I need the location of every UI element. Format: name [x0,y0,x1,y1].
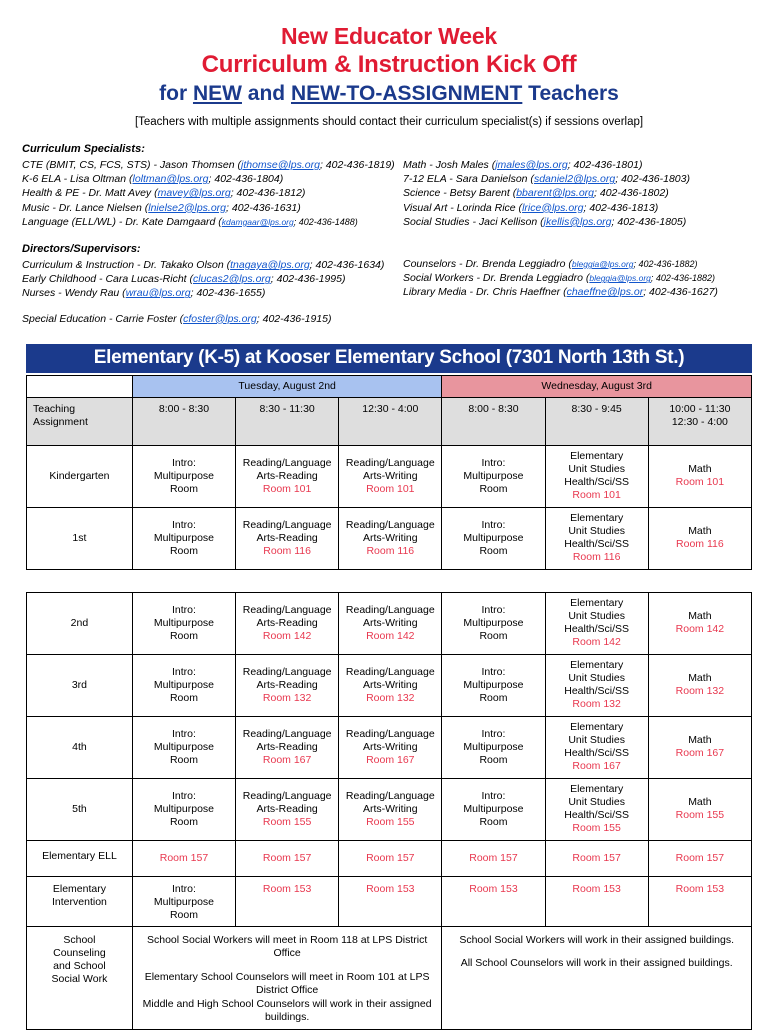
counseling-label: School Counseling and School Social Work [27,926,133,1029]
contact-role: Visual Art - Lorinda Rice ( [403,201,523,214]
contact-role: Math - Josh Males ( [403,159,496,171]
line-spacer [22,301,391,312]
email-link[interactable]: lrice@lps.org [522,201,584,214]
contact-phone: ; 402-436-1915) [256,312,332,325]
teaching-assignment-label: Teaching Assignment [27,397,133,445]
day-header-tuesday: Tuesday, August 2nd [132,375,442,397]
cell-text: Intro: Multipurpose Room [153,456,215,495]
table-row [27,876,752,926]
table-row [27,445,752,507]
contact-phone: ; 402-436-1812) [230,187,306,200]
title-line-2: Curriculum & Instruction Kick Off [201,51,577,78]
schedule-cell [339,592,442,654]
room-number: Room 101 [262,482,312,495]
align-spacer [403,242,760,257]
room-number: Room 132 [366,691,415,704]
contact-line [403,285,760,299]
contact-role: Early Childhood - Cara Lucas-Richt ( [22,273,193,286]
email-link[interactable]: jthomse@lps.org [241,159,320,171]
section-banner-wrap [0,344,778,373]
email-link[interactable]: jkellis@lps.org [543,215,612,228]
cell-text: Intro: Multipurpose Room [153,518,215,557]
cell-text: Intro: Multipurpose Room [153,789,215,828]
email-link[interactable]: cfoster@lps.org [183,312,257,325]
room-number: Room 157 [262,851,312,864]
schedule-cell [442,592,545,654]
schedule-cell [442,778,545,840]
room-number: Room 157 [675,851,725,864]
grade-label: 2nd [27,592,133,654]
cell-text: Math [688,610,712,623]
room-number: Room 132 [675,685,725,698]
contact-line [22,258,391,272]
title-post: Teachers [522,82,619,105]
title-mid: and [241,82,291,105]
room-number: Room 116 [572,551,621,564]
contact-phone: ; 402-436-1882) [650,273,715,284]
table-gap [0,570,778,592]
cell-text: Reading/Language Arts-Reading [242,727,332,753]
email-link[interactable]: tnagaya@lps.org [230,259,310,272]
room-number: Room 167 [366,753,415,766]
cell-text: Intro: Multipurpose Room [463,456,524,495]
room-number: Room 142 [572,636,621,649]
contact-role: K-6 ELA - Lisa Oltman ( [22,173,133,186]
schedule-cell [236,654,339,716]
cell-text: Reading/Language Arts-Writing [345,789,435,815]
schedule-cell [132,654,235,716]
cell-text: Math [688,796,712,809]
cell-text: Reading/Language Arts-Writing [345,727,435,753]
cell-text: Reading/Language Arts-Reading [242,789,332,815]
contact-line [22,186,391,200]
schedule-cell [236,592,339,654]
contact-line [403,186,760,200]
contact-role: Music - Dr. Lance Nielsen ( [22,201,149,214]
schedule-cell [545,876,648,926]
cell-text: Elementary Unit Studies Health/Sci/SS [564,783,630,822]
contact-line [22,158,395,172]
contact-role: Language (ELL/WL) - Dr. Kate Damgaard ( [22,215,222,228]
schedule-cell [132,778,235,840]
section-banner: Elementary (K-5) at Kooser Elementary School (7301 North 13th St.) [26,344,752,373]
room-number: Room 157 [469,851,518,864]
schedule-cell [339,840,442,876]
contacts-column-right [391,142,760,326]
schedule-cell [648,716,751,778]
table-row [27,654,752,716]
cell-text: Reading/Language Arts-Reading [242,665,332,691]
title-pre: for [159,82,193,105]
cell-text: Elementary Unit Studies Health/Sci/SS [564,512,630,551]
room-number: Room 167 [572,760,621,773]
table-row [27,926,752,1029]
contact-role: Nurses - Wendy Rau ( [22,287,126,300]
title-line-1: New Educator Week [280,23,498,49]
schedule-table-secondary [26,592,752,1030]
schedule-cell [442,716,545,778]
table-row [27,507,752,569]
contact-role: Curriculum & Instruction - Dr. Takako Olson ( [22,259,231,272]
schedule-cell [648,654,751,716]
contact-role: Special Education - Carrie Foster ( [22,312,184,325]
contact-role: 7-12 ELA - Sara Danielson ( [403,173,534,186]
contact-line [22,172,391,186]
room-number: Room 142 [366,629,415,642]
contact-line [22,272,391,286]
contact-phone: ; 402-436-1804) [208,173,284,186]
schedule-cell [236,507,339,569]
contact-line [22,312,391,326]
contact-role: Social Studies - Jaci Kellison ( [403,215,544,228]
schedule-table-primary [26,375,752,570]
schedule-cell [648,592,751,654]
table-row [27,778,752,840]
contact-role: Health & PE - Dr. Matt Avey ( [22,187,158,200]
cell-text: Math [688,672,712,685]
table-row [27,592,752,654]
cell-text: Intro: Multipurpose Room [153,603,215,642]
page-subtitle: [Teachers with multiple assignments should contact their curriculum specialist(s) if sessions overlap] [134,116,644,128]
schedule-cell [442,445,545,507]
room-number: Room 153 [572,882,621,895]
counseling-day1-cell [132,926,442,1029]
room-number: Room 153 [675,882,725,895]
schedule-cell [442,840,545,876]
contact-phone: ; 402-436-1813) [583,201,659,214]
counseling-day2-cell [442,926,752,1029]
contact-phone: ; 402-436-1805) [611,215,687,228]
schedule-cell [545,445,648,507]
time-slot: 8:30 - 9:45 [545,397,648,445]
cell-text: Intro: Multipurpose Room [153,882,215,921]
schedule-cell [545,507,648,569]
curriculum-specialists-heading: Curriculum Specialists: [22,143,145,155]
contact-phone: ; 402-436-1882) [633,259,698,270]
schedule-cell [132,876,235,926]
schedule-cell [648,778,751,840]
contact-role: Science - Betsy Barent ( [403,187,517,200]
align-spacer [403,142,760,158]
cell-text: Intro: Multipurpose Room [463,727,524,766]
schedule-cell [236,876,339,926]
contact-line [403,271,760,285]
directors-supervisors-heading: Directors/Supervisors: [22,243,141,256]
contact-phone: ; 402-436-1995) [270,273,346,286]
cell-text: Reading/Language Arts-Reading [242,456,332,482]
grade-label: Kindergarten [27,445,133,507]
email-link[interactable]: bleggia@lps.org [571,259,634,270]
room-number: Room 101 [366,482,415,495]
cell-text: Reading/Language Arts-Reading [242,518,332,544]
contact-phone: ; 402-436-1803) [615,173,690,186]
schedule-cell [648,840,751,876]
cell-text: Reading/Language Arts-Writing [345,603,435,629]
room-number: Room 153 [262,882,312,895]
table-header-days [27,375,752,397]
section-spacer [22,229,391,242]
email-link[interactable]: chaeffne@lps.or [566,286,644,299]
cell-text: Elementary Unit Studies Health/Sci/SS [564,721,630,760]
schedule-cell [442,876,545,926]
schedule-cell [132,716,235,778]
grade-label: 1st [27,507,133,569]
contact-phone: ; 402-436-1488) [293,216,358,227]
room-number: Room 157 [159,851,209,864]
contact-line [403,215,760,229]
time-line-1: 10:00 - 11:30 [669,402,731,415]
cell-text: Intro: Multipurpose Room [463,518,524,557]
email-link[interactable]: jmales@lps.org [495,159,568,171]
room-number: Room 155 [572,822,621,835]
schedule-cell [648,507,751,569]
title-underline-new-to-assignment: NEW-TO-ASSIGNMENT [290,82,523,105]
schedule-cell [236,840,339,876]
cell-text: Reading/Language Arts-Reading [242,603,332,629]
schedule-cell [339,716,442,778]
cell-text: Intro: Multipurpose Room [463,603,524,642]
contact-role: Library Media - Dr. Chris Haeffner ( [403,286,567,299]
schedule-cell [442,654,545,716]
table-header-times [27,397,752,445]
cell-text: Elementary Unit Studies Health/Sci/SS [564,659,630,698]
contact-line [403,201,760,215]
room-number: Room 101 [675,476,725,489]
room-number: Room 155 [675,809,725,822]
section-spacer [403,229,760,242]
schedule-table-2-body [27,592,752,1029]
grade-label: Elementary ELL [27,840,133,876]
cell-text: Elementary Unit Studies Health/Sci/SS [564,450,630,489]
room-number: Room 116 [676,538,724,551]
room-number: Room 132 [572,698,621,711]
room-number: Room 132 [262,691,312,704]
contact-line [403,158,760,172]
counseling-paragraph: School Social Workers will meet in Room 118 at LPS District Office [146,933,428,960]
contact-phone: ; 402-436-1627) [643,286,718,299]
title-underline-new: NEW [192,82,242,105]
schedule-cell [648,876,751,926]
contact-phone: ; 402-436-1634) [309,259,385,272]
time-slot: 8:00 - 8:30 [442,397,545,445]
schedule-cell [339,654,442,716]
room-number: Room 157 [366,851,415,864]
time-slot: 8:30 - 11:30 [236,397,339,445]
cell-text: Math [688,525,712,538]
schedule-cell [132,445,235,507]
schedule-cell [236,445,339,507]
grade-label: 3rd [27,654,133,716]
email-link[interactable]: sdaniel2@lps.org [533,173,616,186]
schedule-cell [132,507,235,569]
time-slot: 12:30 - 4:00 [339,397,442,445]
schedule-cell [545,840,648,876]
schedule-cell [339,445,442,507]
cell-text: Intro: Multipurpose Room [463,665,524,704]
contact-role: Counselors - Dr. Brenda Leggiadro ( [403,258,572,271]
contact-line [22,215,391,229]
counseling-paragraph: Middle and High School Counselors will work in their assigned buildings. [142,997,432,1024]
room-number: Room 142 [262,629,312,642]
contact-line [403,172,760,186]
counseling-paragraph: Elementary School Counselors will meet in Room 101 at LPS District Office [144,970,430,997]
schedule-cell [339,778,442,840]
schedule-table-1-body [27,445,752,569]
schedule-cell [545,716,648,778]
schedule-cell [339,876,442,926]
contacts-section [0,142,778,326]
cell-text: Reading/Language Arts-Writing [345,456,435,482]
schedule-cell [236,778,339,840]
cell-text: Reading/Language Arts-Writing [345,665,435,691]
cell-text: Intro: Multipurpose Room [463,789,524,828]
email-link[interactable]: loltman@lps.org [132,173,209,186]
day-header-wednesday: Wednesday, August 3rd [442,375,752,397]
room-number: Room 153 [366,882,415,895]
corner-blank-cell [27,375,133,397]
cell-text: Intro: Multipurpose Room [153,665,215,704]
email-link[interactable]: lnielse2@lps.org [148,201,227,214]
schedule-cell [442,507,545,569]
contact-line [22,286,391,300]
contact-phone: ; 402-436-1802) [594,187,669,200]
room-number: Room 116 [366,544,415,557]
room-number: Room 116 [263,544,311,557]
cell-text: Intro: Multipurpose Room [153,727,215,766]
email-link[interactable]: clucas2@lps.org [192,273,271,286]
schedule-cell [132,840,235,876]
schedule-cell [545,592,648,654]
schedule-cell [545,778,648,840]
email-link[interactable]: bleggia@lps.org [589,273,651,284]
time-slot: 8:00 - 8:30 [132,397,235,445]
cell-text: Reading/Language Arts-Writing [345,518,435,544]
room-number: Room 153 [469,882,518,895]
cell-text: Math [688,734,712,747]
room-number: Room 167 [675,747,725,760]
schedule-cell [339,507,442,569]
table-row [27,716,752,778]
counseling-paragraph: All School Counselors will work in their assigned buildings. [460,957,733,970]
schedule-cell [648,445,751,507]
contact-phone: ; 402-436-1655) [190,287,266,300]
title-line-3 [10,80,768,108]
schedule-cell [236,716,339,778]
schedule-cell [132,592,235,654]
schedule-cell [545,654,648,716]
room-number: Room 157 [572,851,621,864]
room-number: Room 101 [572,489,621,502]
contact-line [403,257,760,271]
room-number: Room 142 [675,623,725,636]
email-link[interactable]: mavey@lps.org [157,187,231,200]
table-row [27,840,752,876]
schedule-table-1-wrap [0,375,778,570]
grade-label: Elementary Intervention [27,876,133,926]
room-number: Room 155 [366,815,415,828]
contact-phone: ; 402-436-1819) [319,159,395,171]
cell-text: Elementary Unit Studies Health/Sci/SS [564,597,630,636]
time-line-2: 12:30 - 4:00 [671,415,728,428]
grade-label: 5th [27,778,133,840]
grade-label: 4th [27,716,133,778]
page-title [0,0,778,130]
room-number: Room 167 [262,753,312,766]
schedule-table-2-wrap [0,592,778,1030]
contacts-column-left [22,142,395,326]
contact-phone: ; 402-436-1801) [567,159,643,171]
email-link[interactable]: wrau@lps.org [125,287,191,300]
time-slot-dual [648,397,751,445]
email-link[interactable]: bbarent@lps.org [516,187,595,200]
counseling-paragraph: School Social Workers will work in their assigned buildings. [459,933,735,946]
contact-role: CTE (BMIT, CS, FCS, STS) - Jason Thomsen ( [22,159,241,171]
contact-line [22,201,391,215]
contact-phone: ; 402-436-1631) [226,201,301,214]
contact-role: Social Workers - Dr. Brenda Leggiadro ( [403,272,590,285]
room-number: Room 155 [262,815,312,828]
cell-text: Math [688,463,712,476]
email-link[interactable]: kdamgaar@lps.org [221,216,294,227]
